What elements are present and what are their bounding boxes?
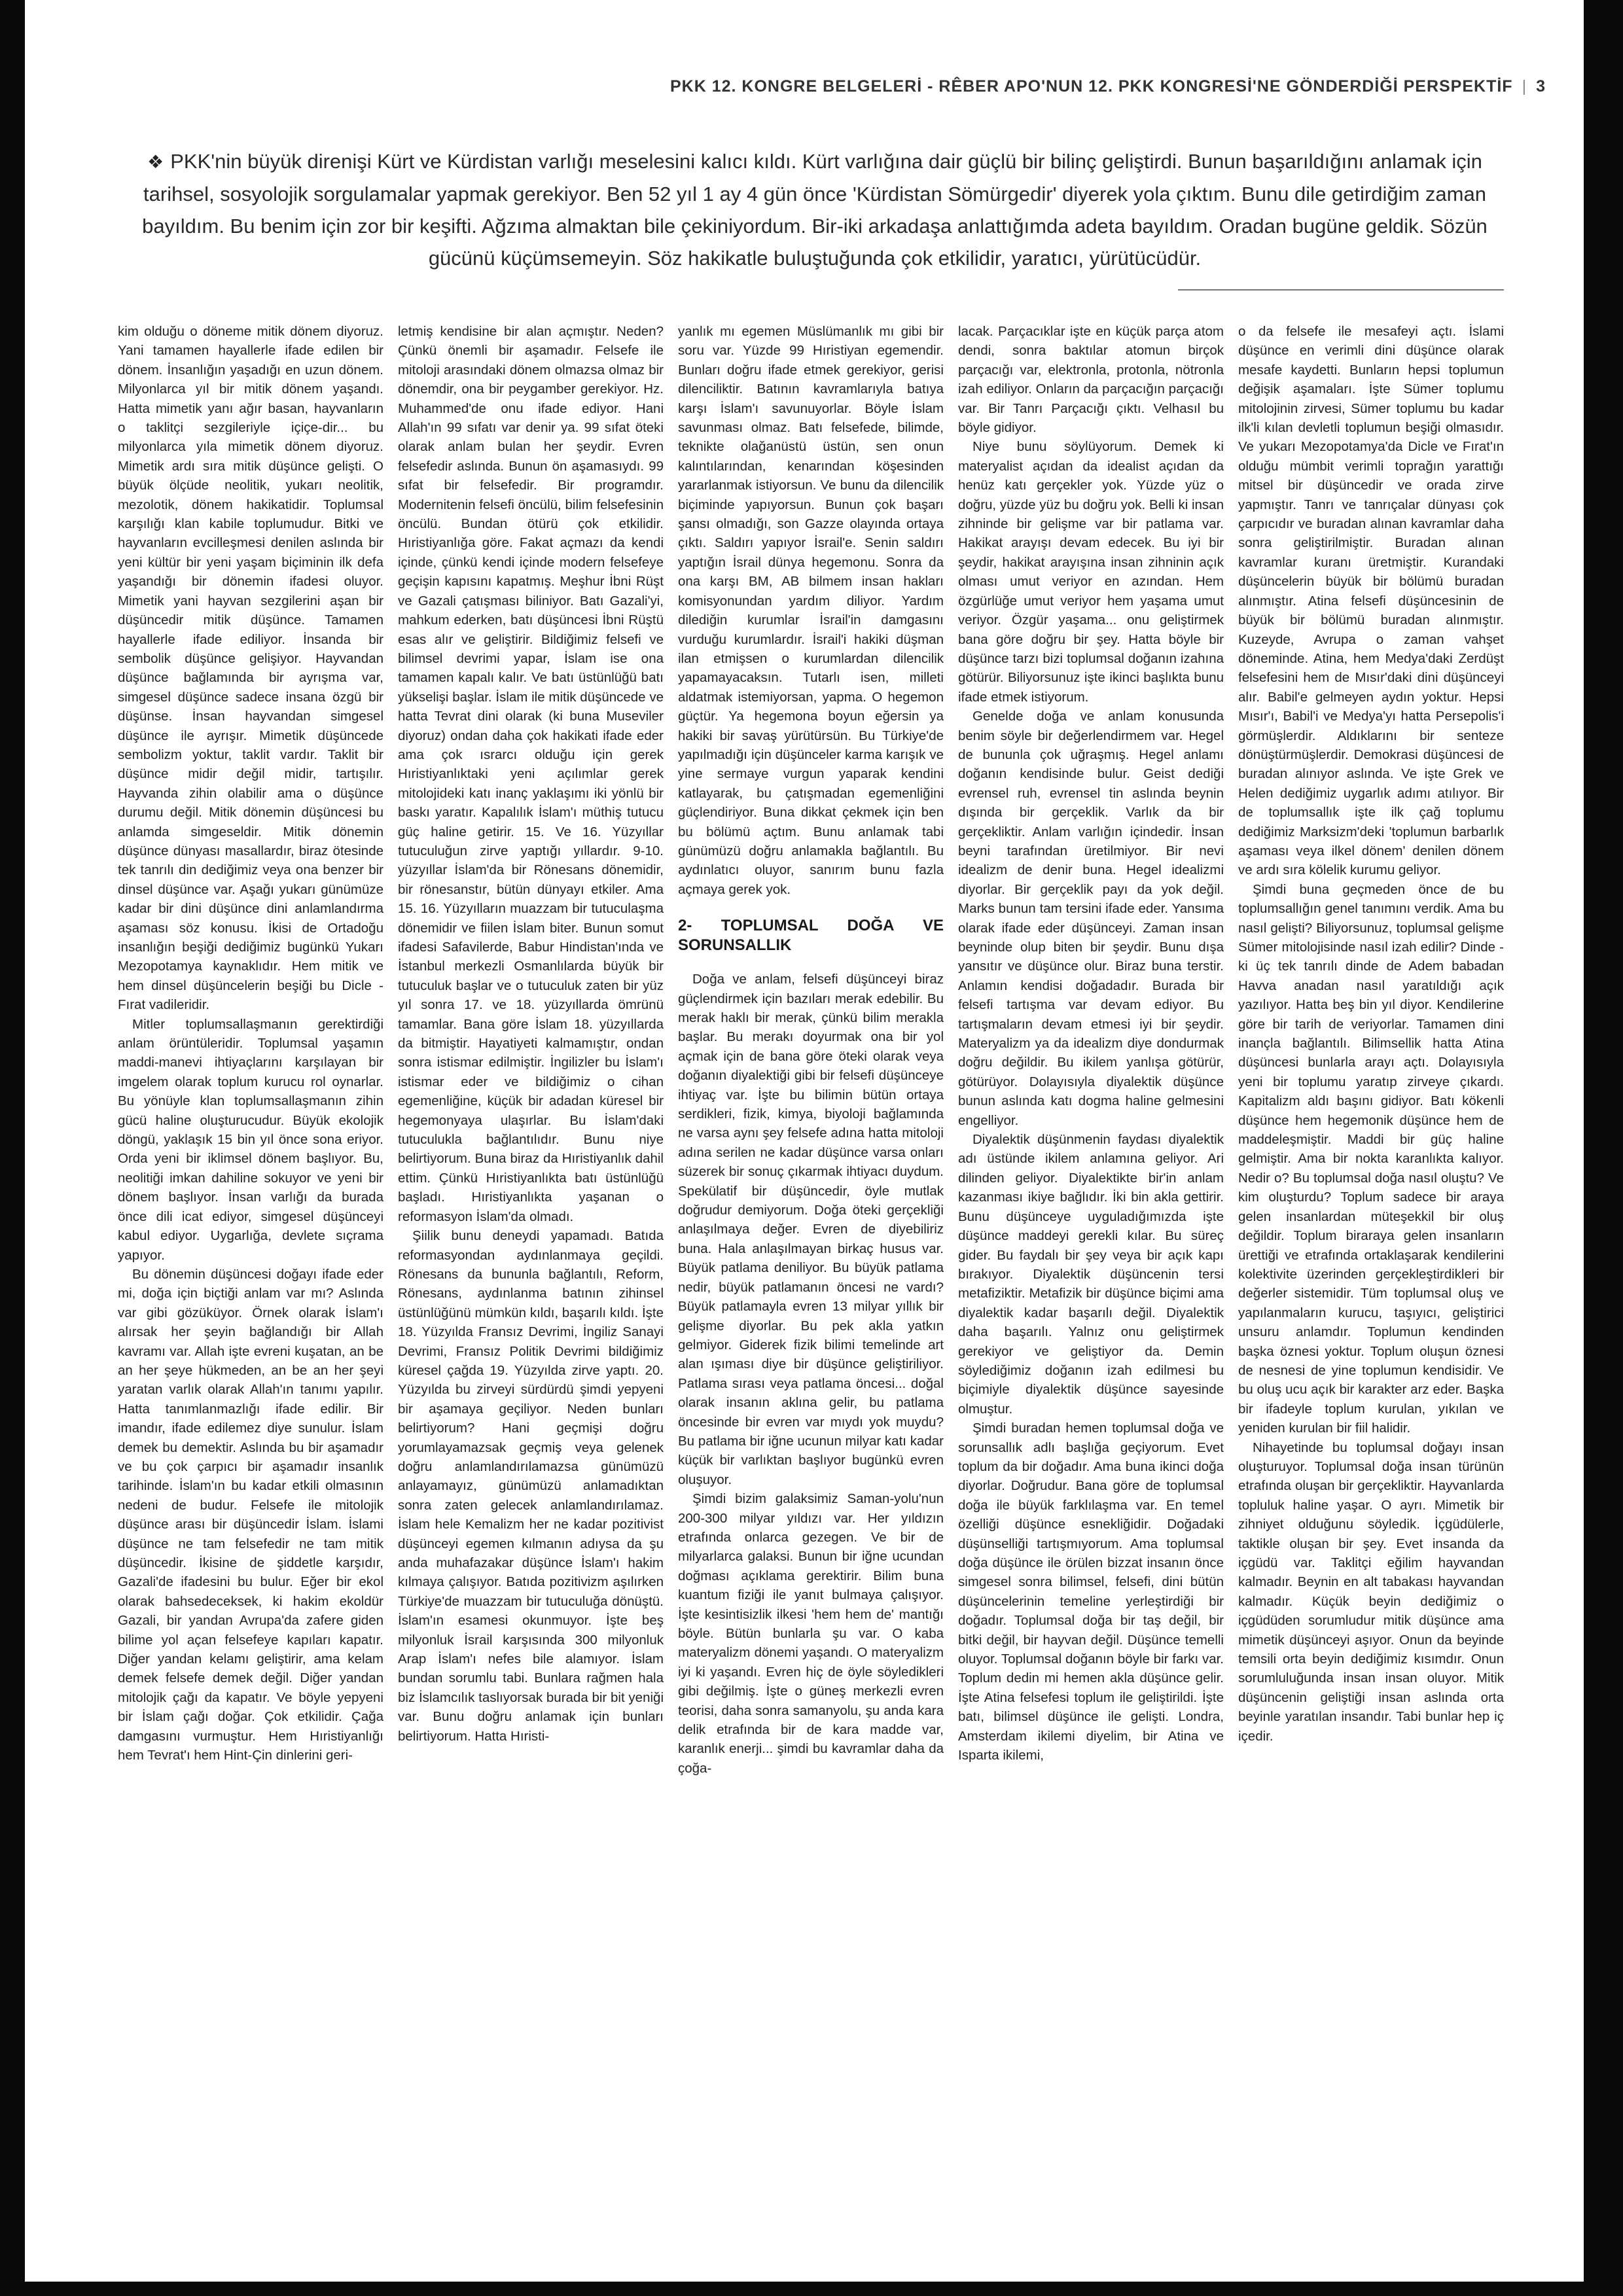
header-title: PKK 12. KONGRE BELGELERİ - RÊBER APO'NUN 12. PKK KONGRESİ'NE GÖNDERDİĞİ PERSPEKTİF [670,77,1513,96]
paragraph: yanlık mı egemen Müslümanlık mı gibi bir soru var. Yüzde 99 Hıristiyan egemendir. Bunları doğru ifade etmek gerekiyor, gerisi dilenciliktir. Batının kavramlarıyla batıya karşı İslam'ı savunuyorlar. Böyle İslam savunması olmaz. Batı felsefede, bilimde, teknikte olağanüstü üstün, sen onun kalıntılarından, kenarından köşesinden yararlanmak istiyorsun. Ve bunu da dilencilik biçiminde yapıyorsun. Bunun çok başarı şansı olmadığı, son Gazze olayında ortaya çıktı. Saldırı yapıyor İsrail'e. Senin saldırı yaptığın İsrail dünya hegemonu. Sonra da ona karşı BM, AB bilmem insan hakları komisyonundan yardım diliyor. Yardım dilediğin kurumlar İsrail'in damgasını vurduğu kurumlardır. İsrail'i hakiki düşman ilan etmişsen o kurumlardan dilencilik yapamayacaksın. Tutarlı isen, milleti aldatmak istemiyorsan, yapma. O hegemon güçtür. Ya hegemona boyun eğersin ya hakiki bir savaş yürütürsün. Bu Türkiye'de yapılmadığı için düşünceler karma karışık ve yine sermaye vurgun yaparak kendini katlayarak, bu çatışmadan egemenliğini güçlendiriyor. Buna dikkat çekmek için ben bu bölümü açtım. Bunu anlamak tabi günümüzü doğru anlamakla bağlantılı. Bu aydınlatıcı oluyor, sanırım bunu fazla açmaya gerek yok. [678,324,944,897]
paragraph: Doğa ve anlam, felsefi düşünceyi biraz güçlendirmek için bazıları merak edebilir. Bu merak haklı bir merak, çünkü bilim merakla başlar. Bu merakı doyurmak ona bir yol açmak için de bana göre öteki olarak veya doğanın diyalektiği gibi bir felsefi düşünceye ihtiyaç var. İşte bu bilimin bütün ortaya serdikleri, fizik, kimya, biyoloji bağlamında ne varsa aynı şey felsefe adına hatta mitoloji adına serilen ne kadar düşünce varsa onları süzerek bir sonuç çıkarmak ihtiyacı duydum. Spekülatif bir düşüncedir, öyle mutlak doğrudur demiyorum. Doğa öteki gerçekliği anlaşılmaya değer. Evren de diyebiliriz buna. Hala anlaşılmayan birkaç husus var. Büyük patlama deniliyor. Bu büyük patlama nedir, büyük patlamanın öncesi ne vardı? Büyük patlamayla evren 13 milyar yıllık bir gelişme diyorlar. Bu pek akla yatkın gelmiyor. Giderek fizik bilimi temelinde art alan ışıması diye bir düşünce geliştiriliyor. Patlama sırası veya patlama öncesi... doğal olarak insanın aklına gelir, bu patlama öncesinde bir evren var mıydı yok muydu? Bu patlama bir iğne ucunun milyar katı kadar küçük bir varlıktan başlıyor bugünkü evren oluşuyor. [678,972,944,1487]
paragraph: Genelde doğa ve anlam konusunda benim söyle bir değerlendirmem var. Hegel de bununla çok uğraşmış. Hegel anlamı doğanın kendisinde bulur. Geist dediği evrensel ruh, evrensel tin aslında beynin dışında bir gerçeklik. Varlık da bir gerçekliktir. Anlam varlığın içindedir. İnsan beyni tarafından üretilmiyor. Bir nevi idealizm de denir buna. Hegel idealizmi diyorlar. Bir gerçeklik payı da yok değil. Marks bunun tam tersini ifade eder. Yansıma olarak ifade eder düşünceyi. Zaman insan beyninde olup biten bir şeydir. Bunu dışa yansıtır ve düşünce olur. Biraz buna terstir. Anlamın kendisi doğadadır. Burada bir felsefi tartışma var devam ediyor. Bu tartışmaların devam etmesi iyi bir şeydir. Materyalizm ya da idealizm diye dondurmak doğru değildir. Bu ikilem yanlışa götürür, götürüyor. Dolayısıyla diyalektik düşünce bunun aslında katı dogma haline gelmesini engelliyor. [958,709,1224,1128]
diamond-bullet-icon: ❖ [147,152,164,172]
column-5 [1238,322,1504,2278]
paragraph: lacak. Parçacıklar işte en küçük parça atom dendi, sonra baktılar atomun birçok parçacığı var, elektronla, protonla, nötronla izah ediliyor. Onların da parçacığın parçacığı var. Bir Tanrı Parçacığı çıktı. Velhasıl bu böyle gidiyor. [958,324,1224,436]
paragraph: Niye bunu söylüyorum. Demek ki materyalist açıdan da idealist açıdan da henüz katı gerçekler yok. Yüzde yüz o doğru, yüzde yüz bu doğru yok. Belli ki insan zihninde bir gelişme var bir patlama var. Hakikat arayışı devam edecek. Bu iyi bir şeydir, hakikat arayışına insan zihninin açık olması umut veriyor en azından. Hem özgürlüğe umut veriyor hem yaşama umut veriyor. Özgür yaşama... onu geliştirmek bana göre doğru bir şey. Hatta böyle bir düşünce tarzı bizi toplumsal doğanın izahına götürür. Biliyorsunuz işte ikinci başlıkta bunu ifade etmek istiyorum. [958,439,1224,705]
column-4 [958,322,1224,2278]
pull-quote [131,145,1499,274]
paragraph: Şiilik bunu deneydi yapamadı. Batıda reformasyondan aydınlanmaya geçildi. Rönesans da bununla bağlantılı, Reform, Rönesans, aydınlanma batının zihinsel üstünlüğünü mümkün kıldı, başarılı kıldı. İşte 18. Yüzyılda Fransız Devrimi, İngiliz Sanayi Devrimi, Fransız Politik Devrimi bildiğimiz küresel çağda 19. Yüzyılda zirve yaptı. 20. Yüzyılda bu zirveyi sürdürdü şimdi yepyeni bir aşamaya geçiliyor. Neden bunları belirtiyorum? Hani geçmişi doğru yorumlayamazsak geçmiş veya gelenek doğru anlamlandırılamazsa günümüzü anlayamayız, günümüzü anlamadıktan sonra zaten gelecek anlamlandırılamaz. İslam hele Kemalizm her ne kadar pozitivist düşünceyi egemen kılmanın adıysa da şu anda muhafazakar düşünce İslam'ı hakim kılmaya çalışıyor. Batıda pozitivizm aşılırken Türkiye'de muazzam bir tutuculuğa dönüştü. İslam'ın esamesi okunmuyor. İşte beş milyonluk İsrail karşısında 300 milyonluk Arap İslam'ı nefes bile alamıyor. İslam bundan sorumlu tabi. Bunlara rağmen hala biz İslamcılık taslıyorsak burada bir bit yeniği var. Bunu doğru anlamak için bunları belirtiyorum. Hatta Hıristi- [398,1228,664,1744]
paragraph: Diyalektik düşünmenin faydası diyalektik adı üstünde ikilem anlamına geliyor. Ari dilinden geliyor. Diyalektikte bir'in anlam kazanması ikiye bağlıdır. İki bin akla gettirir. Bunu düşünceye uyguladığımızda işte düşünce maddeyi gerekli kılar. Bu süreç gider. Bu faydalı bir şey veya bir açık kapı bırakıyor. Diyalektik düşüncenin tersi metafiziktir. Metafizik bir düşünce biçimi ama diyalektik kadar başarılı değil. Diyalektik daha başarılı. Yalnız onu geliştirmek gerekiyor ve geliştiyor da. Demin söylediğimiz doğanın izah edilmesi bu biçimiyle diyalektik düşünce sayesinde olmuştur. [958,1132,1224,1417]
header-separator: | [1522,77,1527,96]
column-3 [678,322,944,2278]
paragraph: o da felsefe ile mesafeyi açtı. İslami düşünce en verimli dini düşünce olarak mesafe kaydetti. Bunların hepsi toplumun değişik aşamaları. İşte Sümer toplumu mitolojinin zirvesi, Sümer toplumu bu kadar ilk'li kılan devletli toplumun beşiği olmasıdır. Ve yukarı Mezopotamya'da Dicle ve Fırat'ın olduğu mümbit verimli toprağın yarattığı mitsel bir düşüncedir ve orada zirve yapmıştır. Tanrı ve tanrıçalar dünyası çok çarpıcıdır ve buradan alınan kavramlar daha sonra geliştirilmiştir. Buradan alınan kavramlar kuranı üretmiştir. Kurandaki düşüncelerin büyük bir bölümü buradan alınmıştır. Atina felsefi düşüncesinin de büyük bir bölümü buradan alınmıştır. Kuzeyde, Avrupa o zaman vahşet döneminde. Atina, hem Medya'daki Zerdüşt felsefesini hem de Mısır'daki dini düşünceyi alır. Babil'e gelmeyen aydın yoktur. Hepsi Mısır'ı, Babil'i ve Medya'yı hatta Persepolis'i görmüşlerdir. Aldıklarını bir senteze dönüştürmüşlerdir. Demokrasi düşüncesi de buradan alınıyor aslında. Ve işte Grek ve Helen dediğimiz uygarlık adımı atılıyor. Bir de toplumsallık işte ilk çağ toplumu dediğimiz Marksizm'deki 'toplumun barbarlık aşaması veya ilkel dönem' denilen dönem ve ardı sıra kölelik kurumu geliyor. [1238,324,1504,878]
scan-border-right [1584,0,1623,2296]
running-header [670,77,1546,96]
column-1 [118,322,383,2278]
pull-quote-text: PKK'nin büyük direnişi Kürt ve Kürdistan varlığı meselesini kalıcı kıldı. Kürt varlığına dair güçlü bir bilinç geliştirdi. Bunun başarıldığını anlamak için tarihsel, sosyolojik sorgulamalar yapmak gerekiyor. Ben 52 yıl 1 ay 4 gün önce 'Kürdistan Sömürgedir' diyerek yola çıktım. Bunu dile getirdiğim zaman bayıldım. Bu benim için zor bir keşifti. Ağzıma almaktan bile çekiniyordum. Bir-iki arkadaşa anlattığımda adeta bayıldım. Oradan bugüne geldik. Sözün gücünü küçümsemeyin. Söz hakikatle buluştuğunda çok etkilidir, yaratıcı, yürütücüdür. [142,150,1488,270]
paragraph: Şimdi buna geçmeden önce de bu toplumsallığın genel tanımını verdik. Ama bu nasıl gelişti? Biliyorsunuz, toplumsal gelişme Sümer mitolojisinde nasıl izah edilir? Dinde -ki üç tek tanrılı dinde de Adem babadan Havva anadan nasıl yaratıldığı açık yazılıyor. Hatta beş bin yıl diyor. Kendilerine göre bir tarih de veriyorlar. Tamamen dini inançla bağlantılı. Bilimsellik hatta Atina düşüncesi bunlarla arayı açtı. Dolayısıyla yeni bir toplumu yaratıp zirveye çıkardı. Kapitalizm aldı başını gidiyor. Batı kökenli düşünce hem hegemonik düşünce hem de maddeleşmiştir. Maddi bir güç haline gelmiştir. Ama bir nokta karanlıkta kalıyor. Nedir o? Bu toplumsal doğa nasıl oluştu? Ve kim oluşturdu? Toplum sadece bir araya gelen insanlardan müteşekkil bir oluş değildir. Toplum biraraya gelen insanların ürettiği ve etrafında ortaklaşarak kendilerini kolektivite üzerinden gerçekleştirdikleri bir değerler sistemidir. Tüm toplumsal oluş ve yapılanmaların kurucu, taşıyıcı, geliştirici unsuru anlamdır. Toplumun kendinden başka öznesi yoktur. Toplum oluşun öznesi de nesnesi de yine toplumun kendisidir. Ve bu oluş ucu açık bir karakter arz eder. Başka bir ifadeyle toplum kurulan, yıkılan ve yeniden kurulan bir fiil halidir. [1238,881,1504,1436]
section-heading: 2- TOPLUMSAL DOĞA VE SORUNSALLIK [678,917,944,955]
paragraph: Şimdi buradan hemen toplumsal doğa ve sorunsallık adlı başlığa geçiyorum. Evet toplum da bir doğadır. Ama buna ikinci doğa diyorlar. Doğrudur. Bana göre de toplumsal doğa ile büyük farklılaşma var. En temel özelliği düşünce esnekliğidir. Doğadaki düşünselliği tartışmıyorum. Ama toplumsal doğa düşünce ile örülen bizzat insanın önce simgesel sonra bilimsel, felsefi, dini bütün düşüncelerinin temeline yerleştirdiği bir doğadır. Toplumsal doğa bir taş değil, bir bitki değil, bir hayvan değil. Düşünce temelli oluyor. Toplumsal doğanın böyle bir farkı var. Toplum dedin mi hemen akla düşünce gelir. İşte Atina felsefesi toplum ile geliştirildi. İşte batı, bilimsel düşünce ile gelişti. Londra, Amsterdam ikilemi diyelim, bir Atina ve Isparta ikilemi, [958,1421,1224,1763]
paragraph: Şimdi bizim galaksimiz Saman-yolu'nun 200-300 milyar yıldızı var. Her yıldızın etrafında onlarca gezegen. Ve bir de milyarlarca galaksi. Bunun bir iğne ucundan doğması açıklama gerektirir. Bilim buna kuantum fiziği ile yanıt bulmaya çalışıyor. İşte kesintisizlik ilkesi 'hem hem de' mantığı böyle. Bütün bunlarla şu var. O kaba materyalizm dönemi yaşandı. O materyalizm iyi ki yaşandı. Evren hiç de öyle söyledikleri gibi değilmiş. İşte o güneş merkezli evren teorisi, daha sonra samanyolu, şu anda kara delik etrafında bir de kara madde var, karanlık enerji... şimdi bu kavramlar daha da çoğa- [678,1491,944,1776]
article-body [118,322,1504,2278]
page-number: 3 [1536,77,1546,96]
pull-quote-rule [1178,289,1504,291]
paragraph: kim olduğu o döneme mitik dönem diyoruz. Yani tamamen hayallerle ifade edilen bir dönem. İnsanlığın yaşadığı en uzun dönem. Milyonlarca yıl bir mitik dönem yaşandı. Hatta mimetik yanı ağır basan, hayvanların o taklitçi sezgileriyle içiçe-dir... bu milyonlarca yıla mimetik dönem diyoruz. Mimetik ardı sıra mitik düşünce gelişti. O büyük ölçüde neolitik, yukarı neolitik, mezolotik, dönem hakikatidir. Toplumsal karşılığı klan kabile toplumudur. Bitki ve hayvanların evcilleşmesi denilen aslında bir yeni kültür bir yeni yaşam biçiminin ilk defa yaşandığı bir dönemin ifadesi oluyor. Mimetik yani hayvan sezgilerini aşan bir düşüncedir mitik düşünce. Tamamen hayallerle ifade ediliyor. İnsanda bir sembolik düşünce gelişiyor. Hayvandan düşünce bağlamında bir ayrışma var, simgesel düşünce sadece insana özgü bir düşünse. İnsan hayvandan simgesel düşünce ile ayrışır. Mimetik düşüncede sembolizm yoktur, taklit vardır. Taklit bir düşünce midir değil midir, tartışılır. Hayvanda zihin olabilir ama o düşünce durumu değil. Mitik dönemin düşüncesi bu anlamda simgeseldir. Mitik dönemin düşünce dünyası masallardır, biraz ötesinde tek tanrılı din dediğimiz veya ona benzer bir dinsel düşünce var. Aşağı yukarı günümüze kadar bir dini düşünce dini anlamlandırma aşaması söz konusu. İkisi de Ortadoğu insanlığın beşiği dediğimiz bugünkü Yukarı Mezopotamya kaynaklıdır. Hem mitik ve hem dinsel düşüncelerin beşiği bu Dicle -Fırat vadileridir. [118,324,383,1013]
scan-border-bottom [0,2282,1623,2296]
paragraph: Mitler toplumsallaşmanın gerektirdiği anlam örüntüleridir. Toplumsal yaşamın maddi-manevi ihtiyaçlarını karşılayan bir imgelem olarak toplum kurucu rol oynarlar. Bu yönüyle klan toplumsallaşmanın zihin gücü haline oluşturucudur. Büyük ekolojik döngü, yaklaşık 15 bin yıl önce sona eriyor. Orda yeni bir iklimsel dönem başlıyor. Bu, neolitiği imkan dahiline sokuyor ve yeni bir dönem başlıyor. İnsan varlığı da burada önce dili icat ediyor, simgesel düşünceyi kabul ediyor. Uygarlığa, devlete sıçrama yapıyor. [118,1016,383,1263]
paragraph: Bu dönemin düşüncesi doğayı ifade eder mi, doğa için biçtiği anlam var mı? Aslında var gibi gözüküyor. Örnek olarak İslam'ı alırsak her şeyin bağlandığı bir Allah kavramı var. Allah işte evreni kuşatan, an be an her şeye hükmeden, an be an her şeyi yaratan varlık olarak Allah'ın tanımı yapılır. Hatta tanımlanmazlığı ifade edilir. Bir imandır, ifade edilemez diye sunulur. İslam demek bu demektir. Aslında bu bir aşamadır ve bu çok çarpıcı bir aşamadır insanlık tarihinde. İslam'ın bu kadar etkili olmasının nedeni de budur. Felsefe ile mitolojik düşünce arası bir düşüncedir İslam. İslami düşünce ne tam felsefedir ne tam mitik düşüncedir. İkisine de şiddetle karşıdır, Gazali'de ifadesini bu bulur. Eğer bir ekol olarak bahsedeceksek, ki hakim ekoldür Gazali, bir yandan Avrupa'da zafere giden bilime yol açan felsefeye kapıları kapatır. Diğer yandan kelamı geliştirir, ama kelam demek felsefe demek değil. Diğer yandan mitolojik çağı da kapatır. Ve böyle yepyeni bir İslam çağı doğar. Çok etkilidir. Çağa damgasını vurmuştur. Hem Hıristiyanlığı hem Tevrat'ı hem Hint-Çin dinlerini geri- [118,1266,383,1763]
scan-border-left [0,0,25,2296]
column-2 [398,322,664,2278]
paragraph: letmiş kendisine bir alan açmıştır. Neden? Çünkü önemli bir aşamadır. Felsefe ile mitoloji arasındaki dönem olmazsa olmaz bir dönemdir, ona bir peygamber gerekiyor. Hz. Muhammed'de onu ifade ediyor. Hani Allah'ın 99 sıfatı var denir ya. 99 sıfat öteki olarak anlam bulan her şeydir. Evren felsefedir aslında. Bunun ön aşamasıydı. 99 sıfat bir felsefedir. Bir programdır. Modernitenin felsefi öncülü, bilim felsefesinin öncülü. Bundan ötürü çok etkilidir. Hıristiyanlığa göre. Fakat açmazı da kendi içinde, çünkü kendi içinde modern felsefeye geçişin kapısını kapatmış. Meşhur İbni Rüşt ve Gazali çatışması biliniyor. Batı Gazali'yi, mahkum ederken, batı düşüncesi İbni Rüştü esas alır ve geliştirir. Bildiğimiz felsefi ve bilimsel devrimi yapar, İslam ise ona tamamen kapalı kalır. Ve batı üstünlüğü batı yükselişi başlar. İslam ile mitik düşüncede ve hatta Tevrat dini olarak (ki buna Museviler diyoruz) ondan daha çok hakikati ifade eder ama çok ısrarcı olduğu için gerek Hıristiyanlıktaki yeni açılımlar gerek mitolojideki katı inanç yaklaşımı iki yönlü bir baskı yaratır. Kapalılık İslam'ı müthiş tutucu güç haline getirir. 15. Ve 16. Yüzyıllar tutuculuğun zirve yaptığı yıllardır. 9-10. yüzyıllar İslam'da bir Rönesans dönemidir, bir rönesanstır, bütün dünyayı etkiler. Ama 15. 16. Yüzyılların muazzam bir tutuculaşma dönemidir ve fiilen İslam biter. Bunun somut ifadesi Safavilerde, Babur Hindistan'ında ve İstanbul merkezli Osmanlılarda büyük bir tutuculuk başlar ve o tutuculuk zaten bir yüz yıl sonra 17. ve 18. yüzyıllarda ömrünü tamamlar. Bana göre İslam 18. yüzyıllarda da bitmiştir. Hayatiyeti kalmamıştır, ondan sonra istismar edilmiştir. İngilizler bu İslam'ı istismar eder ve bildiğimiz o cihan egemenliğine, küçük bir adadan küresel bir hegemonyaya ulaşırlar. Bu İslam'daki tutuculukla bağlantılıdır. Bunu niye belirtiyorum. Buna biraz da Hıristiyanlık dahil ettim. Çünkü Hıristiyanlıkta batı üstünlüğü başladı. Hıristiyanlıkta yaşanan o reformasyon İslam'da olmadı. [398,324,664,1224]
paragraph: Nihayetinde bu toplumsal doğayı insan oluşturuyor. Toplumsal doğa insan türünün etrafında oluşan bir gerçekliktir. Hayvanlarda topluluk haline yaşar. O ayrı. Mimetik bir zihniyet olduğunu söyledik. İçgüdülerle, taktikle oluşan bir şey. Evet insanda da içgüdü var. Taklitçi eğilim hayvandan kalmadır. Beynin en alt tabakası hayvandan kalmadır. Küçük beyin dediğimiz o içgüdüden sorumludur mitik düşünce ama mimetik düşünceyi aşıyor. Onun da beyinde temsili orta beyin dediğimiz kısımdır. Onun sorumluluğunda insan insan oluyor. Mitik düşüncenin geliştiği insan aslında orta beyinle yaratılan insandır. Tabi bunlar hep iç içedir. [1238,1439,1504,1744]
